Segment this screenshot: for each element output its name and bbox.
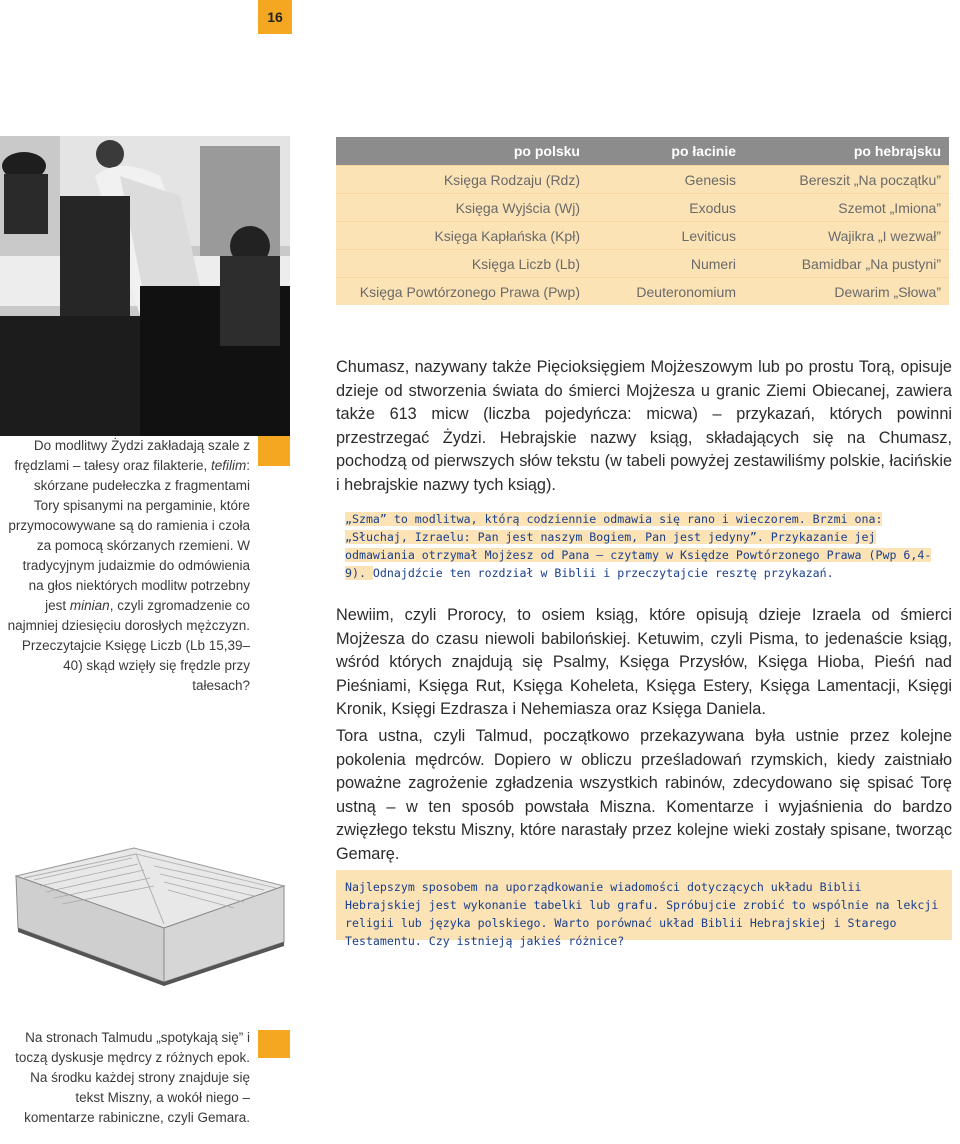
caption-tefilin-part1: Do modlitwy Żydzi zakładają szale z frędzlami – tałesy oraz filakterie, xyxy=(14,438,250,473)
caption-marker xyxy=(258,1030,290,1058)
caption-tefilin xyxy=(6,436,250,696)
table-header-row xyxy=(336,137,949,166)
photo-praying-men xyxy=(0,136,290,436)
table-cell-hebrew: Wajikra „I wezwał” xyxy=(744,222,949,250)
table-cell-polish: Księga Powtórzonego Prawa (Pwp) xyxy=(336,278,588,306)
note-szma-part2: Przykazanie jej odmawiania otrzymał Mojżesz od Pana – czytamy w Księdze Powtórzonego Prawa (Pwp 6,4-9). xyxy=(345,530,932,580)
torah-books-table xyxy=(336,137,949,305)
table-cell-latin: Deuteronomium xyxy=(588,278,744,306)
task-text: Najlepszym sposobem na uporządkowanie wiadomości dotyczących układu Biblii Hebrajskiej jest wykonanie tabelki lub grafu. Spróbujcie zrobić to wspólnie na lekcji religii lub języka polskiego. Warto porównać układ Biblii Hebrajskiej i Starego Testamentu. Czy istnieją jakieś różnice? xyxy=(345,880,939,948)
column-header-latin: po łacinie xyxy=(588,137,744,166)
open-book-image xyxy=(14,846,288,986)
table-cell-hebrew: Bamidbar „Na pustyni” xyxy=(744,250,949,278)
note-szma xyxy=(345,510,949,582)
table-cell-polish: Księga Wyjścia (Wj) xyxy=(336,194,588,222)
table-row xyxy=(336,194,949,222)
paragraph-tora-ustna: Tora ustna, czyli Talmud, początkowo przekazywana była ustnie przez kolejne pokolenia mędrców. Dopiero w obliczu prześladowań rzymskich, kiedy zaistniało poważne zagrożenie zgładzenia wszystkich rabinów, zdecydowano się spisać Torę ustną – w ten sposób powstała Miszna. Komentarze i wyjaśnienia do bardzo zwięzłego tekstu Miszny, które narastały przez kolejne wieki zostały spisane, tworząc Gemarę. xyxy=(336,727,952,863)
table-cell-hebrew: Dewarim „Słowa” xyxy=(744,278,949,306)
column-header-hebrew: po hebrajsku xyxy=(744,137,949,166)
note-szma-part3: Odnajdźcie ten rozdział w Biblii i przeczytajcie resztę przykazań. xyxy=(372,566,834,580)
table-cell-polish: Księga Liczb (Lb) xyxy=(336,250,588,278)
table-cell-polish: Księga Kapłańska (Kpł) xyxy=(336,222,588,250)
paragraph-chumasz: Chumasz, nazywany także Pięcioksięgiem Mojżeszowym lub po prostu Torą, opisuje dzieje od stworzenia świata do śmierci Mojżesza u granic Ziemi Obiecanej, zawiera także 613 micw (liczba pojedyńcza: micwa) – przykazań, których powinni przestrzegać Żydzi. Hebrajskie nazwy ksiąg, składających się na Chumasz, pochodzą od pierwszych słów tekstu (w tabeli powyżej zestawiliśmy polskie, łacińskie i hebrajskie nazwy tych ksiąg). xyxy=(336,358,952,494)
table-row xyxy=(336,278,949,306)
caption-term-tefilim: tefilim xyxy=(210,458,247,473)
table-cell-latin: Exodus xyxy=(588,194,744,222)
table-cell-hebrew: Szemot „Imiona” xyxy=(744,194,949,222)
caption-marker xyxy=(258,436,290,466)
paragraph-newiim: Newiim, czyli Prorocy, to osiem ksiąg, które opisują dzieje Izraela od śmierci Mojżesza do czasu niewoli babilońskiej. Ketuwim, czyli Pisma, to jedenaście ksiąg, wśród których znajdują się Psalmy, Księga Przysłów, Księga Hioba, Pieśń nad Pieśniami, Księga Rut, Księga Koheleta, Księga Estery, Księga Lamentacji, Księgi Kronik, Księgi Ezdrasza i Nehemiasza oraz Księga Daniela. xyxy=(336,606,952,718)
table-cell-latin: Numeri xyxy=(588,250,744,278)
table-cell-latin: Genesis xyxy=(588,166,744,194)
table-cell-latin: Leviticus xyxy=(588,222,744,250)
photo-praying-men-illustration xyxy=(0,136,290,436)
table-cell-hebrew: Bereszit „Na początku” xyxy=(744,166,949,194)
caption-talmud: Na stronach Talmudu „spotykają się” i toczą dyskusje mędrcy z różnych epok. Na środku każdej strony znajduje się tekst Miszny, a wokół niego – komentarze rabiniczne, czyli Gemara. xyxy=(15,1030,250,1125)
open-book-illustration xyxy=(14,846,288,986)
note-szma-part1: „Szma” to modlitwa, którą codziennie odmawia się rano i wieczorem. Brzmi ona: „Słuchaj, Izraelu: Pan jest naszym Bogiem, Pan jest jedyny”. xyxy=(345,512,883,544)
table-row xyxy=(336,166,949,194)
table-row xyxy=(336,250,949,278)
table-row xyxy=(336,222,949,250)
page-number: 16 xyxy=(258,0,292,34)
column-header-polish: po polsku xyxy=(336,137,588,166)
table-cell-polish: Księga Rodzaju (Rdz) xyxy=(336,166,588,194)
caption-tefilin-part3: , czyli zgromadzenie co najmniej dziesięciu dorosłych mężczyzn. Przeczytajcie Księgę Liczb (Lb 15,39–40) skąd wzięły się frędzle przy tałesach? xyxy=(7,598,250,693)
caption-term-minian: minian xyxy=(69,598,110,613)
caption-tefilin-part2: : skórzane pudełeczka z fragmentami Tory spisanymi na pergaminie, które przymocowywane są do ramienia i czoła za pomocą skórzanych rzemieni. W tradycyjnym judaizmie do odmówienia na głos niektórych modlitw potrzebny jest xyxy=(8,458,250,613)
